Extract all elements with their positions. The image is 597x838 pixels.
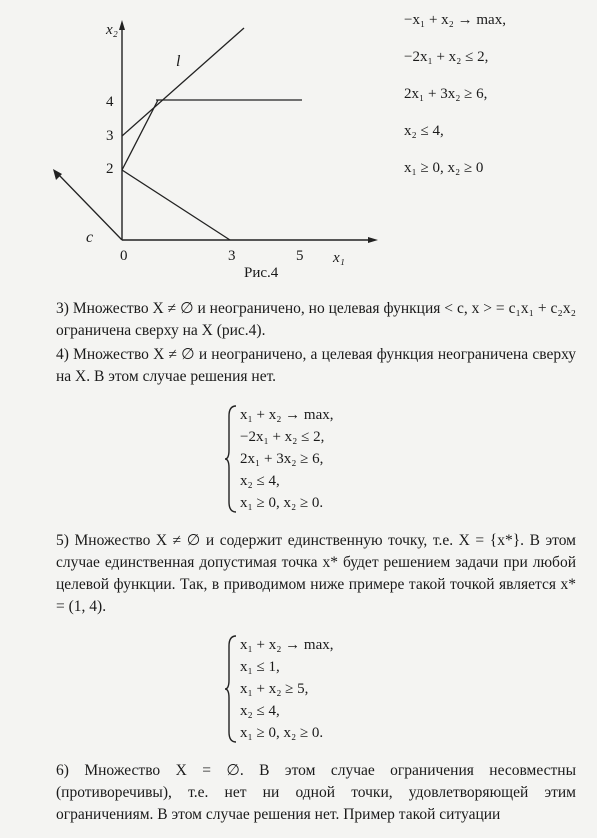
- axis-x-label: x₁: [333, 250, 345, 266]
- system-3-line-2: x₁ ≤ 1,: [240, 659, 280, 675]
- vector-label-c: c: [86, 229, 94, 246]
- right-system-line-3: 2x₁ + 3x₂ ≥ 6,: [404, 86, 488, 102]
- right-system-line-5: x₁ ≥ 0, x₂ ≥ 0: [404, 160, 484, 176]
- line-l: [122, 28, 244, 136]
- paragraph-5: [56, 530, 576, 618]
- figure-caption: Рис.4: [244, 265, 279, 281]
- system-3-line-5: x₁ ≥ 0, x₂ ≥ 0.: [240, 725, 324, 741]
- paragraph-3: [56, 298, 576, 342]
- right-system-line-2: −2x₁ + x₂ ≤ 2,: [404, 49, 489, 65]
- system-2-line-5: x₁ ≥ 0, x₂ ≥ 0.: [240, 495, 324, 511]
- boundary-segment: [122, 100, 158, 170]
- y-axis-arrow: [119, 20, 125, 30]
- system-3-lines: [240, 634, 334, 744]
- x-tick-3: 3: [228, 248, 236, 264]
- system-2-line-3: 2x₁ + 3x₂ ≥ 6,: [240, 451, 324, 467]
- figure-4: [0, 0, 597, 290]
- system-2-line-4: x₂ ≤ 4,: [240, 473, 280, 489]
- system-3-brace: [224, 634, 238, 744]
- system-3: [224, 634, 404, 746]
- system-2-lines: [240, 404, 334, 514]
- right-system-line-1: −x₁ + x₂ → max,: [404, 12, 506, 28]
- paragraph-4: [56, 344, 576, 388]
- right-system-line-4: x₂ ≤ 4,: [404, 123, 444, 139]
- x-tick-0: 0: [120, 248, 128, 264]
- x-tick-5: 5: [296, 248, 304, 264]
- system-2-brace: [224, 404, 238, 514]
- paragraph-6: [56, 760, 576, 826]
- paragraph-5-text: 5) Множество X ≠ ∅ и содержит единственную точку, т.е. X = {x*}. В этом случае единственная допустимая точка x* будет решением задачи при любой целевой функции. Так, в приводимом ниже примере такой точкой является x* = (1, 4).: [56, 532, 576, 615]
- line-2x1-3x2-6: [122, 170, 230, 240]
- y-tick-2: 2: [106, 161, 114, 177]
- system-2-line-1: x₁ + x₂ → max,: [240, 407, 334, 423]
- paragraph-3-text: 3) Множество X ≠ ∅ и неограничено, но целевая функция < c, x > = c₁x₁ + c₂x₂ ограничена сверху на X (рис.4).: [56, 300, 576, 339]
- paragraph-6-text: 6) Множество X = ∅. В этом случае ограничения несовместны (противоречивы), т.е. нет ни одной точки, удовлетворяющей этим ограничениям. В этом случае решения нет. Пример такой ситуации: [56, 762, 576, 823]
- system-2-line-2: −2x₁ + x₂ ≤ 2,: [240, 429, 325, 445]
- axis-y-label: x₂: [106, 22, 118, 38]
- line-label-l: l: [176, 53, 181, 70]
- paragraph-4-text: 4) Множество X ≠ ∅ и неограничено, а целевая функция неограничена сверху на X. В этом случае решения нет.: [56, 346, 576, 385]
- y-tick-4: 4: [106, 94, 114, 110]
- system-3-line-3: x₁ + x₂ ≥ 5,: [240, 681, 309, 697]
- vector-c-arrow: [53, 169, 62, 180]
- system-3-line-1: x₁ + x₂ → max,: [240, 637, 334, 653]
- x-axis-arrow: [368, 237, 378, 243]
- system-3-line-4: x₂ ≤ 4,: [240, 703, 280, 719]
- system-2: [224, 404, 404, 516]
- y-tick-3: 3: [106, 128, 114, 144]
